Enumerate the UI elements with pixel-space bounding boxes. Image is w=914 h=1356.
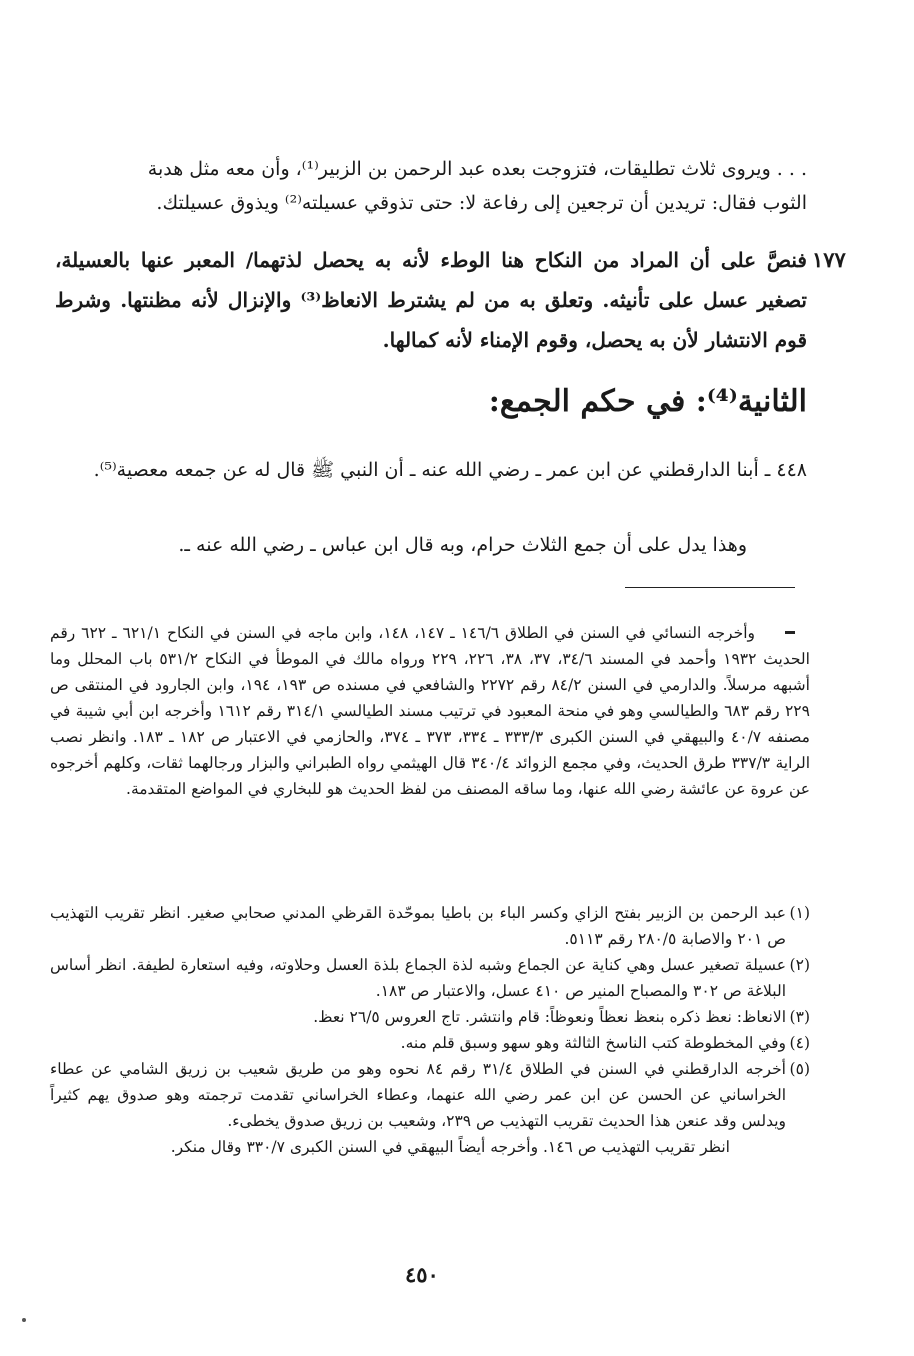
section-177 [55, 240, 846, 360]
footnote-4 [50, 1030, 810, 1056]
footnote-text: عبد الرحمن بن الزبير بفتح الزاي وكسر الباء بن باطيا بموحّدة القرظي المدني صحابي صغير. انظر تقريب التهذيب ص ٢٠١ والاصابة ٢٨٠/٥ رقم ٥١١٣. [50, 904, 786, 948]
footnote-text: وفي المخطوطة كتب الناسخ الثالثة وهو سهو وسبق قلم منه. [400, 1034, 786, 1052]
page-number: ٤٥٠ [405, 1262, 439, 1287]
intro-line-1: . . . ويروى ثلاث تطليقات، فتزوجت بعده عبد الرحمن بن الزبير⁽¹⁾، وأن معه مثل هدبة [147, 158, 807, 180]
footnote-mark: (٤) [789, 1034, 810, 1052]
footnote-mark: (٢) [789, 956, 810, 974]
ruling-note: وهذا يدل على أن جمع الثلاث حرام، وبه قال ابن عباس ـ رضي الله عنه ـ. [178, 534, 747, 556]
hadith-448: ٤٤٨ ـ أبنا الدارقطني عن ابن عمر ـ رضي الله عنه ـ أن النبي ﷺ قال له عن جمعه معصية⁽⁵⁾. [93, 459, 807, 481]
footnote-1 [50, 900, 810, 952]
footnote-continued [50, 620, 810, 802]
footnote-3 [50, 1004, 810, 1030]
footnote-text: عسيلة تصغير عسل وهي كناية عن الجماع وشبه لذة الجماع بلذة العسل وحلاوته، وفيه استعارة لطيفة. انظر أساس البلاغة ص ٣٠٢ والمصباح المنير ص ٤١٠ عسل، والاعتبار ص ١٨٣. [50, 956, 786, 1000]
footnote-list [50, 900, 810, 1160]
footnote-mark: (١) [789, 904, 810, 922]
intro-line-2: الثوب فقال: تريدين أن ترجعين إلى رفاعة لا: حتى تذوقي عسيلته⁽²⁾ ويذوق عسيلتك. [156, 192, 807, 214]
footnote-text: الانعاظ: نعظ ذكره بنعظ نعظاً ونعوظاً: قام وانتشر. تاج العروس ٢٦/٥ نعظ. [313, 1008, 786, 1026]
footnote-2 [50, 952, 810, 1004]
scan-speck [22, 1318, 26, 1322]
intro-paragraph [55, 152, 807, 220]
footnote-5 [50, 1056, 810, 1134]
section-number: ١٧٧ [812, 247, 846, 272]
section-heading: الثانية⁽⁴⁾: في حكم الجمع: [488, 384, 807, 419]
footnote-mark: (٥) [789, 1060, 810, 1078]
footnote-divider [625, 587, 795, 588]
section-177-text: فنصَّ على أن المراد من النكاح هنا الوطء لأنه به يحصل لذتهما/ المعبر عنها بالعسيلة، تصغير عسل على تأنيثه. وتعلق به من لم يشترط الانعاظ⁽³⁾ والإنزال لأنه مظنتها. وشرط قوم الانتشار لأن به يحصل، وقوم الإمناء لأنه كمالها. [55, 248, 807, 352]
footnote-text: أخرجه الدارقطني في السنن في الطلاق ٣١/٤ رقم ٨٤ نحوه وهو من طريق شعيب بن زريق الشامي عن عطاء الخراساني عن الحسن عن ابن عمر رضي الله عنهما، وعطاء الخراساني تقدمت ترجمته وهو صدوق يهم كثيراً ويدلس وقد عنعن هذا الحديث تقريب التهذيب ص ٢٣٩، وشعيب بن زريق صدوق يخطىء. [50, 1060, 786, 1130]
footnote-continued-text: وأخرجه النسائي في السنن في الطلاق ١٤٦/٦ ـ ١٤٧، ١٤٨، وابن ماجه في السنن في النكاح ٦٢١/١ ـ ٦٢٢ رقم الحديث ١٩٣٢ وأحمد في المسند ٣٤/٦، ٣٧، ٣٨، ٢٢٦، ٢٢٩ ورواه مالك في الموطأ في النكاح ٥٣١/٢ باب المحلل وما أشبهه مرسلاً. والدارمي في السنن ٨٤/٢ رقم ٢٢٧٢ والشافعي في مسنده ص ١٩٣، ١٩٤، وابن الجارود في المنتقى ص ٢٢٩ رقم ٦٨٣ والطيالسي وهو في منحة المعبود في ترتيب مسند الطيالسي ٣١٤/١ رقم ١٦١٢ وأخرجه ابن أبي شيبة في مصنفه ٤٠/٧ والبيهقي في السنن الكبرى ٣٣٣/٣ ـ ٣٣٤، ٣٧٣ ـ ٣٧٤، والحازمي في الاعتبار ص ١٨٢ ـ ١٨٣. وانظر نصب الراية ٣٣٧/٣ طرق الحديث، وفي مجمع الزوائد ٣٤٠/٤ قال الهيثمي رواه الطبراني والبزار ورجالهما ثقات، وكلهم أخرجوه عن عروة عن عائشة رضي الله عنها، وما ساقه المصنف من لفظ الحديث هو للبخاري في المواضع المتقدمة. [50, 624, 810, 798]
footnote-5-continuation: انظر تقريب التهذيب ص ١٤٦. وأخرجه أيضاً البيهقي في السنن الكبرى ٣٣٠/٧ وقال منكر. [170, 1138, 730, 1156]
footnote-mark: (٣) [789, 1008, 810, 1026]
